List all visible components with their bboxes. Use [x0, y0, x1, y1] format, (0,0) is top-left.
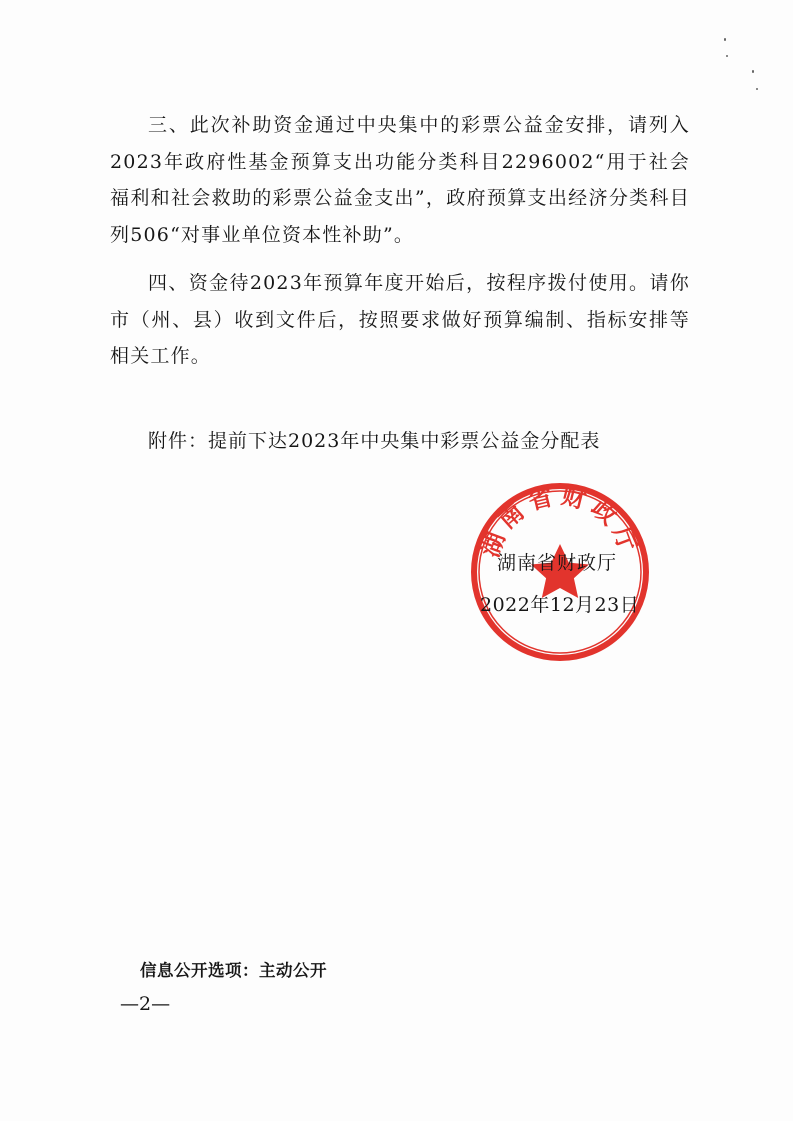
- page-number: —2—: [120, 993, 171, 1015]
- scan-speck: [726, 55, 728, 57]
- scan-speck: [756, 88, 758, 90]
- attachment-line: 附件：提前下达2023年中央集中彩票公益金分配表: [148, 430, 601, 452]
- issue-date: 2022年12月23日: [480, 594, 640, 616]
- disclosure-option: 信息公开选项：主动公开: [140, 961, 327, 980]
- paragraph-disbursement: 四、资金待2023年预算年度开始后，按程序拨付使用。请你市（州、县）收到文件后，按照要求做好预算编制、指标安排等相关工作。: [110, 272, 690, 367]
- scan-speck: [724, 38, 726, 41]
- issuer-name: 湖南省财政厅: [497, 552, 618, 574]
- scan-speck: [752, 70, 754, 73]
- seal-text: 湖南省财政厅: [476, 482, 644, 561]
- paragraph-funding-source: 三、此次补助资金通过中央集中的彩票公益金安排，请列入2023年政府性基金预算支出功能分类科目2296002“用于社会福利和社会救助的彩票公益金支出”，政府预算支出经济分类科目列506“对事业单位资本性补助”。: [110, 114, 690, 246]
